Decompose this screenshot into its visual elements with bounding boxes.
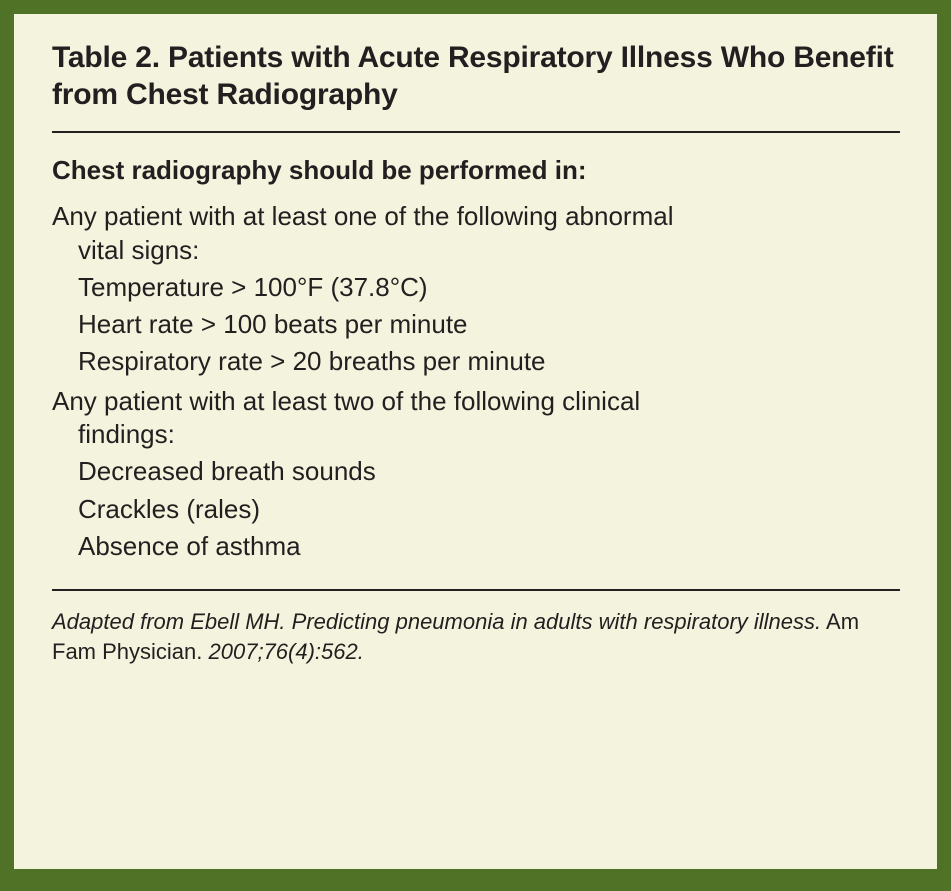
list-item: Decreased breath sounds	[78, 456, 376, 487]
bottom-border-strip	[0, 869, 951, 891]
list-item: Heart rate > 100 beats per minute	[78, 309, 468, 340]
table-body	[52, 133, 899, 563]
source-citation-journal: Am Fam Physician.	[52, 609, 860, 664]
footer-divider	[52, 589, 900, 591]
source-citation-part1: Adapted from Ebell MH. Predicting pneumonia in adults with respiratory illness.	[52, 609, 822, 635]
criteria-lead-line2: vital signs:	[78, 234, 200, 265]
source-citation	[52, 607, 899, 666]
source-citation-part2: 2007;76(4):562.	[208, 638, 364, 664]
list-item: Temperature > 100°F (37.8°C)	[78, 271, 428, 302]
criteria-group-clinical-findings	[52, 385, 899, 563]
list-item: Crackles (rales)	[78, 493, 261, 524]
list-item: Respiratory rate > 20 breaths per minute	[78, 346, 546, 377]
criteria-group-vital-signs	[52, 200, 899, 378]
criteria-lead-clinical-findings	[52, 385, 892, 452]
page-title: Table 2. Patients with Acute Respiratory Illness Who Benefit from Chest Radiography	[52, 41, 894, 111]
criteria-lead-line1: Any patient with at least two of the following clinical	[52, 385, 641, 416]
criteria-lead-line2: findings:	[78, 418, 175, 449]
section-subheading: Chest radiography should be performed in:	[52, 155, 587, 186]
criteria-lead-line1: Any patient with at least one of the following abnormal	[52, 201, 674, 232]
criteria-lead-vital-signs	[52, 200, 892, 267]
table-card	[14, 14, 937, 869]
list-item: Absence of asthma	[78, 530, 301, 561]
